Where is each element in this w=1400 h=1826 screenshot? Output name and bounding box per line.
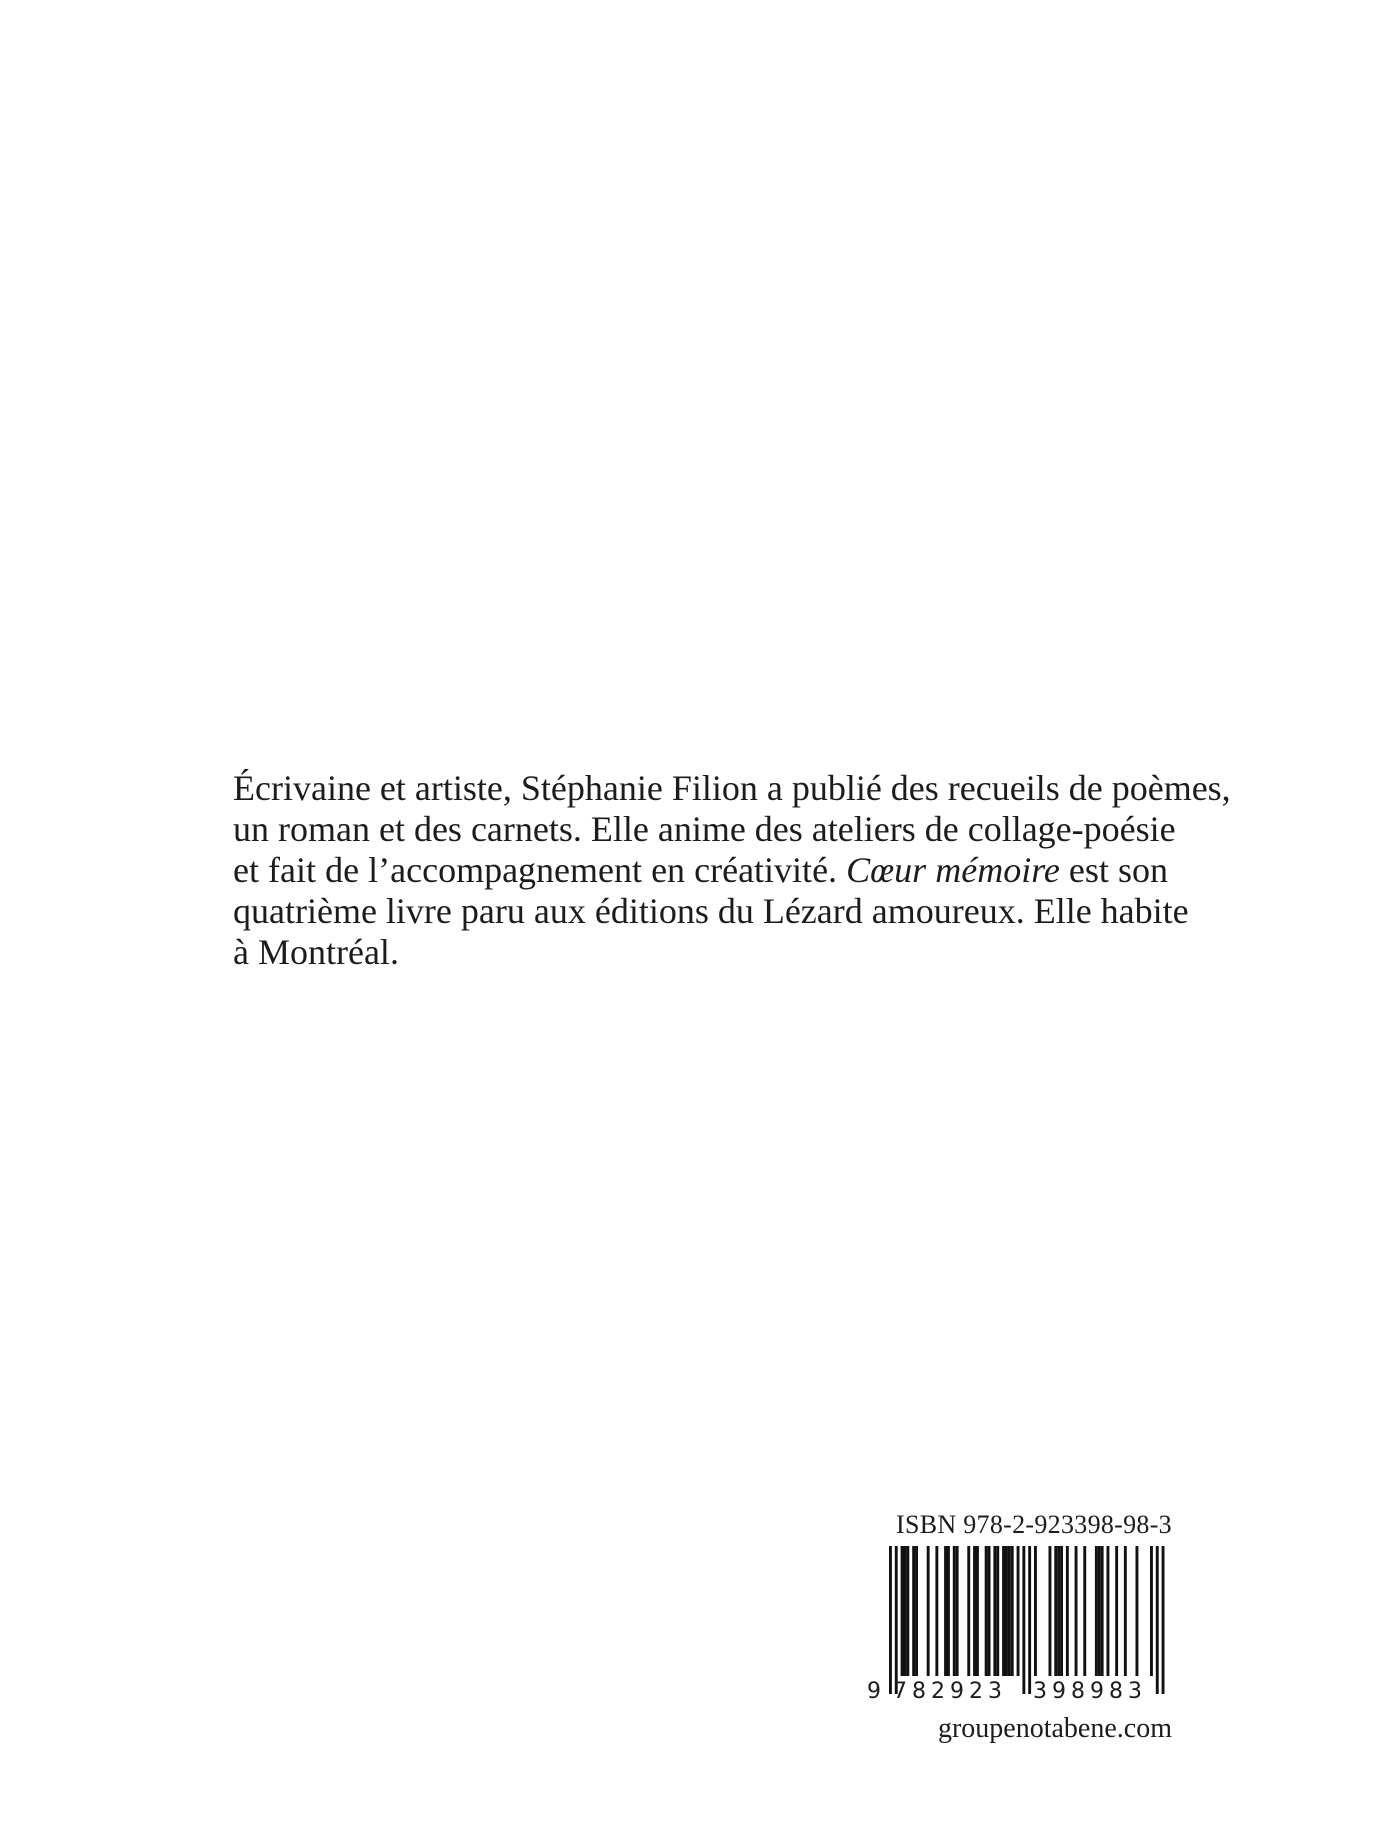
barcode-bar <box>1162 1546 1165 1694</box>
barcode-bar <box>1034 1546 1037 1676</box>
barcode-bar <box>895 1546 898 1694</box>
barcode-bar <box>1049 1546 1052 1676</box>
bio-line-3 <box>233 850 1168 891</box>
barcode-bar <box>1075 1546 1078 1676</box>
barcode-bar <box>1136 1546 1139 1676</box>
barcode-bar <box>912 1546 915 1676</box>
barcode-bar <box>927 1546 930 1676</box>
barcode-bar <box>1057 1546 1060 1676</box>
author-bio <box>233 768 1231 973</box>
bio-line-2: un roman et des carnets. Elle anime des ateliers de collage-poésie <box>233 809 1176 849</box>
barcode-bar <box>915 1546 918 1676</box>
publisher-website: groupenotabene.com <box>937 1713 1172 1744</box>
bio-line-4: quatrième livre paru aux éditions du Lézard amoureux. Elle habite <box>233 891 1189 931</box>
barcode-bar <box>1005 1546 1008 1676</box>
barcode-bar <box>1156 1546 1159 1694</box>
barcode-bar <box>1054 1546 1057 1676</box>
book-title: Cœur mémoire <box>846 850 1060 890</box>
isbn-block <box>867 1510 1172 1745</box>
barcode-bar <box>993 1546 996 1676</box>
barcode-bar <box>935 1546 938 1676</box>
barcode-bar <box>904 1546 907 1676</box>
barcode-bar <box>1022 1546 1025 1694</box>
barcode-bar <box>1150 1546 1153 1676</box>
barcode-bar <box>947 1546 950 1676</box>
barcode-bar <box>1115 1546 1118 1676</box>
bio-line-3-rest: est son <box>1059 850 1169 890</box>
barcode-bar <box>901 1546 904 1676</box>
bio-line-1: Écrivaine et artiste, Stéphanie Filion a publié des recueils de poèmes, <box>233 768 1231 808</box>
barcode-bar <box>1101 1546 1104 1676</box>
barcode-bar <box>1028 1546 1031 1694</box>
bio-line-5: à Montréal. <box>233 932 399 972</box>
barcode-bar <box>1008 1546 1011 1676</box>
barcode-bar <box>889 1546 892 1694</box>
barcode-bar <box>996 1546 999 1676</box>
barcode-bar <box>1060 1546 1063 1676</box>
barcode-bar <box>988 1546 991 1676</box>
barcode-bar <box>906 1546 909 1676</box>
barcode-bar <box>1017 1546 1020 1676</box>
isbn-label: ISBN 978-2-923398-98-3 <box>896 1510 1172 1539</box>
barcode-bar <box>1124 1546 1127 1676</box>
barcode-bar <box>985 1546 988 1676</box>
barcode-bar <box>1095 1546 1098 1676</box>
barcode-bar <box>944 1546 947 1676</box>
barcode <box>867 1546 1172 1711</box>
bio-line-3-text: et fait de l’accompagnement en créativité. <box>233 850 838 890</box>
barcode-bar <box>967 1546 970 1676</box>
barcode-bar <box>973 1546 976 1676</box>
barcode-bar <box>1083 1546 1086 1676</box>
barcode-first-digit: 9 <box>867 1679 881 1704</box>
barcode-bar <box>953 1546 956 1676</box>
barcode-digits <box>867 1679 1172 1709</box>
barcode-bar <box>1002 1546 1005 1676</box>
barcode-bar <box>976 1546 979 1676</box>
barcode-right-digits: 398983 <box>1033 1679 1147 1704</box>
barcode-bar <box>1107 1546 1110 1676</box>
barcode-bar <box>1066 1546 1069 1676</box>
barcode-bar <box>1098 1546 1101 1676</box>
barcode-left-digits: 782923 <box>893 1679 1007 1704</box>
barcode-bar <box>956 1546 959 1676</box>
barcode-bar <box>1011 1546 1014 1676</box>
